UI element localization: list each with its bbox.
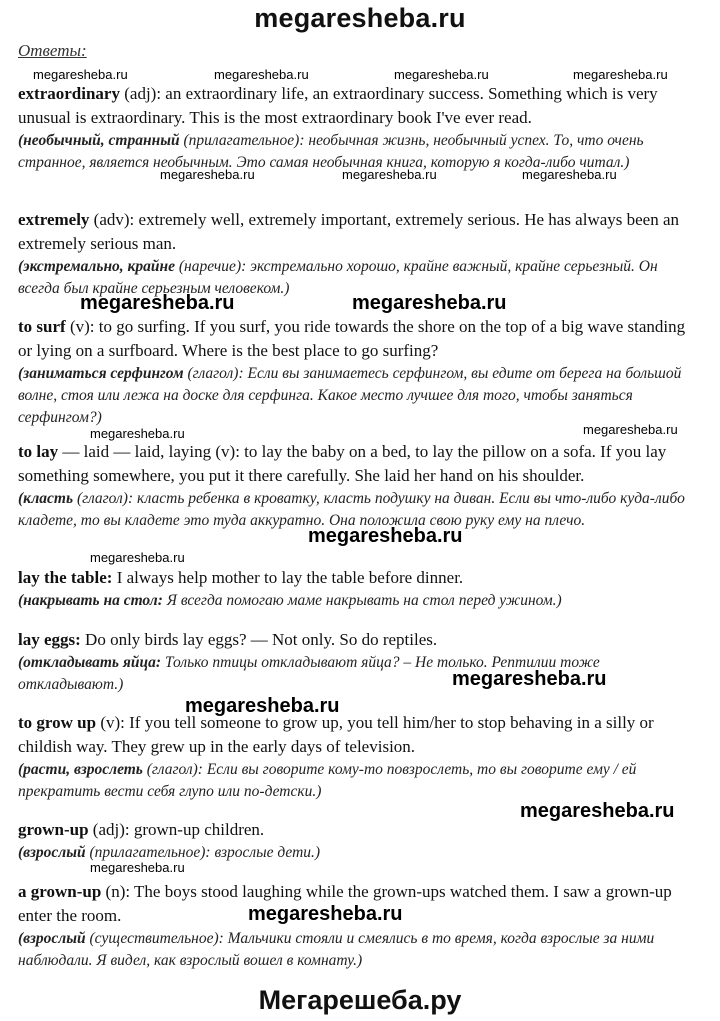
entry-translation: (глагол): Если вы говорите кому-то повзрослеть, то вы говорите ему / ей прекратить вести себя глупо или по-детски.) [18,761,637,800]
page-header-title: megaresheba.ru [254,3,466,33]
entry-definition: : to go surfing. If you surf, you ride towards the shore on the top of a big wave standing or lying on a surfboard. Where is the best place to go surfing? [18,317,686,360]
vocab-entry [18,440,690,532]
entry-term: lay eggs: [18,630,81,649]
watermark: megaresheba.ru [80,292,235,314]
entry-term: lay the table: [18,568,113,587]
watermark: megaresheba.ru [160,167,255,182]
entry-translation-term: (класть [18,490,74,507]
watermark: megaresheba.ru [452,668,607,690]
entry-term: extraordinary [18,84,120,103]
entry-definition: : to lay the baby on a bed, to lay the pillow on a sofa. If you lay something somewhere, you put it there carefully. She laid her hand on his shoulder. [18,442,667,485]
watermark: megaresheba.ru [394,67,489,82]
entry-definition: : an extraordinary life, an extraordinary success. Something which is very unusual is extraordinary. This is the most extraordinary book I've ever read. [18,84,658,127]
entry-term: to surf [18,317,66,336]
entry-pos: (n) [101,882,126,901]
entry-definition: : If you tell someone to grow up, you tell him/her to stop behaving in a silly or childish way. They grew up in the early days of television. [18,713,654,756]
watermark: megaresheba.ru [573,67,668,82]
entry-term: to grow up [18,713,97,732]
entry-definition: : extremely well, extremely important, extremely serious. He has always been an extremely serious man. [18,210,680,253]
vocab-entry [18,818,690,864]
entry-pos: (v) [65,317,90,336]
entry-translation: (прилагательное): необычная жизнь, необычный успех. То, что очень странное, является необычным. Это самая необычная книга, которую я когда-либо читал.) [18,132,644,171]
entry-pos: — laid — laid, laying (v) [58,442,236,461]
entry-translation: (прилагательное): взрослые дети.) [85,844,321,861]
entry-translation: (глагол): Если вы занимаетесь серфингом, вы едите от берега на большой волне, стоя или лежа на доске для серфинга. Какое место лучшее для того, чтобы заняться серфингом?) [18,365,682,426]
watermark: megaresheba.ru [352,292,507,314]
entry-translation: Только птицы откладывают яйца? – Не только. Рептилии тоже откладывают.) [18,654,600,693]
watermark: megaresheba.ru [90,550,185,565]
entry-translation-term: (взрослый [18,844,86,861]
watermark: megaresheba.ru [33,67,128,82]
watermark: megaresheba.ru [248,903,403,925]
vocab-entry [18,208,690,300]
watermark: megaresheba.ru [520,800,675,822]
entry-translation-term: (расти, взрослеть [18,761,143,778]
entry-translation: Я всегда помогаю маме накрывать на стол перед ужином.) [162,592,562,609]
vocab-entry [18,82,690,174]
watermark: megaresheba.ru [522,167,617,182]
watermark: megaresheba.ru [583,422,678,437]
entry-term: a grown-up [18,882,102,901]
entry-translation-term: (откладывать яйца: [18,654,162,671]
entry-translation: (существительное): Мальчики стояли и смеялись в то время, когда взрослые за ними наблюдали. Я видел, как взрослый вошел в комнату.) [18,930,655,969]
watermark: megaresheba.ru [90,426,185,441]
entry-translation-term: (необычный, странный [18,132,180,149]
entry-pos: (adj) [88,820,125,839]
entry-term: grown-up [18,820,89,839]
entry-pos: (adj) [119,84,157,103]
watermark: megaresheba.ru [308,525,463,547]
watermark: megaresheba.ru [342,167,437,182]
vocab-entry [18,628,690,696]
entry-term: extremely [18,210,90,229]
watermark: megaresheba.ru [90,860,185,875]
entry-translation-term: (взрослый [18,930,86,947]
vocab-entry [18,880,690,972]
watermark: megaresheba.ru [185,695,340,717]
entry-pos: (v) [96,713,121,732]
entry-translation-term: (накрывать на стол: [18,592,163,609]
page-footer-title: Мегарешеба.ру [258,985,462,1015]
vocab-entry [18,566,690,612]
entry-translation-term: (заниматься серфингом [18,365,184,382]
entry-translation: (наречие): экстремально хорошо, крайне важный, крайне серьезный. Он всегда был крайне серьезным человеком.) [18,258,658,297]
entry-translation-term: (экстремально, крайне [18,258,176,275]
watermark: megaresheba.ru [214,67,309,82]
entry-definition: I always help mother to lay the table before dinner. [112,568,464,587]
entry-definition: : grown-up children. [124,820,265,839]
entry-definition: Do only birds lay eggs? — Not only. So do reptiles. [80,630,438,649]
vocab-entry [18,315,690,429]
vocab-entry [18,711,690,803]
entry-translation: (глагол): класть ребенка в кроватку, класть подушку на диван. Если вы что-либо куда-либо кладете, то вы кладете это туда аккуратно. Она положила свою руку ему на плечо. [18,490,685,529]
answers-label: Ответы: [18,41,87,60]
entry-pos: (adv) [89,210,130,229]
entry-term: to lay [18,442,59,461]
entry-definition: : The boys stood laughing while the grown-ups watched them. I saw a grown-up enter the room. [18,882,672,925]
